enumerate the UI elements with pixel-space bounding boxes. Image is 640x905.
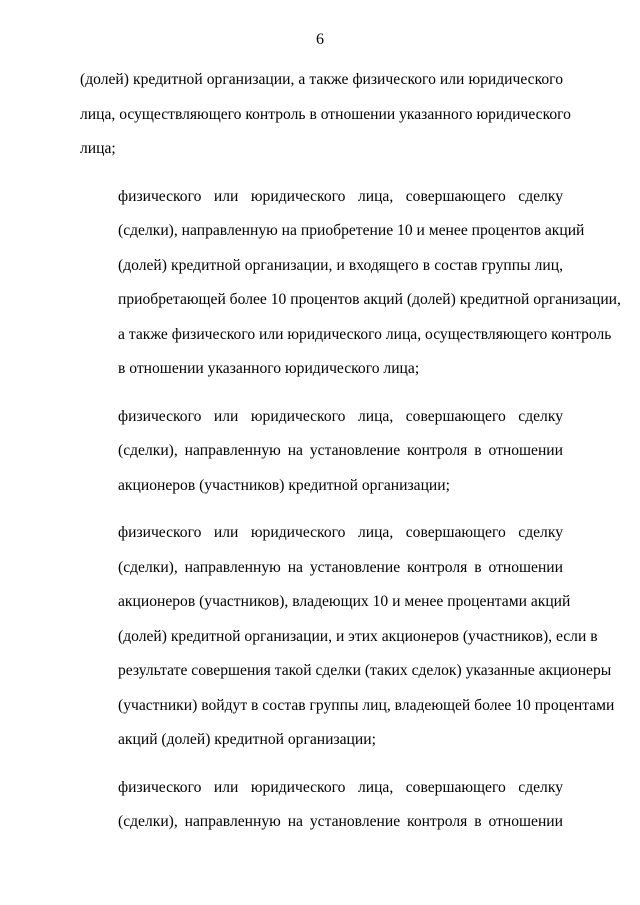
page-number: 6 bbox=[316, 31, 324, 48]
text-line: (сделки), направленную на приобретение 10 и менее процентов акций bbox=[118, 222, 585, 239]
text-line: (участники) войдут в состав группы лиц, владеющей более 10 процентами bbox=[118, 696, 615, 714]
text-line: (долей) кредитной организации, и входящего в состав группы лиц, bbox=[118, 256, 563, 274]
text-line: лица, осуществляющего контроль в отношении указанного юридического bbox=[80, 105, 571, 123]
paragraph-2 bbox=[80, 180, 621, 387]
text-line: физического или юридического лица, совершающего сделку bbox=[118, 778, 563, 796]
text-line: (сделки), направленную на установление контроля в отношении bbox=[118, 813, 563, 830]
text-line: физического или юридического лица, совершающего сделку bbox=[118, 407, 563, 425]
text-line: акционеров (участников), владеющих 10 и менее процентами акций bbox=[118, 593, 571, 610]
text-line: физического или юридического лица, совершающего сделку bbox=[118, 524, 563, 541]
text-line: приобретающей более 10 процентов акций (долей) кредитной организации, bbox=[118, 291, 621, 308]
text-line: в отношении указанного юридического лица; bbox=[118, 360, 420, 377]
text-line: акционеров (участников) кредитной организации; bbox=[118, 476, 450, 494]
text-line: лица; bbox=[80, 140, 116, 157]
text-line: (сделки), направленную на установление контроля в отношении bbox=[118, 558, 563, 576]
text-line: акций (долей) кредитной организации; bbox=[118, 731, 376, 748]
document-body bbox=[80, 63, 621, 840]
text-line: физического или юридического лица, совершающего сделку bbox=[118, 187, 563, 205]
paragraph-3 bbox=[80, 400, 563, 504]
text-line: а также физического или юридического лица, осуществляющего контроль bbox=[118, 325, 612, 343]
text-line: результате совершения такой сделки (таких сделок) указанные акционеры bbox=[118, 662, 612, 679]
text-line: (долей) кредитной организации, а также физического или юридического bbox=[80, 71, 563, 88]
paragraph-4 bbox=[80, 516, 615, 758]
text-line: (сделки), направленную на установление контроля в отношении bbox=[118, 442, 563, 459]
text-line: (долей) кредитной организации, и этих акционеров (участников), если в bbox=[118, 627, 598, 645]
paragraph-1 bbox=[80, 63, 571, 167]
paragraph-5 bbox=[80, 771, 563, 840]
